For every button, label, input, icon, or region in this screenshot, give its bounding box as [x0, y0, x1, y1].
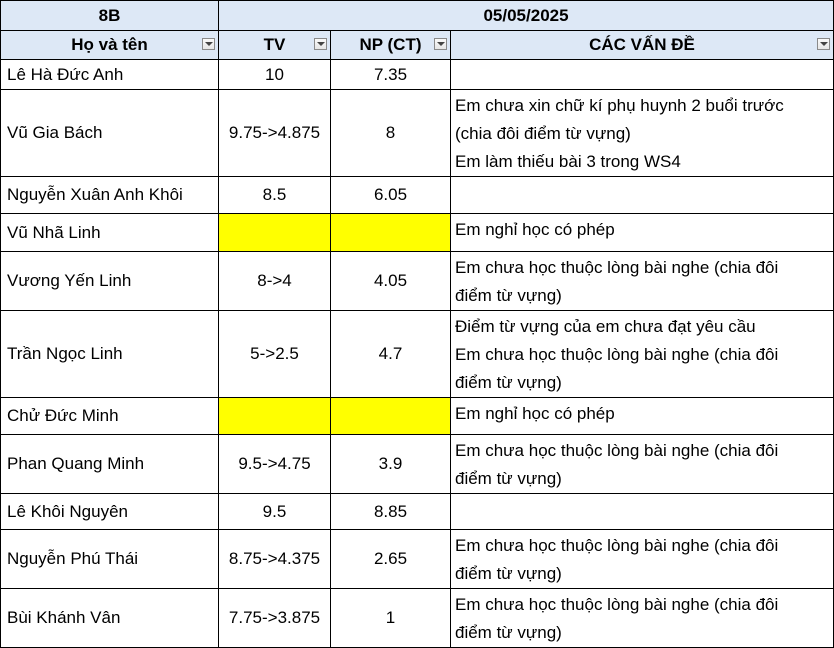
table-row [1, 214, 834, 252]
student-name-cell[interactable]: Lê Hà Đức Anh [1, 60, 219, 90]
tv-score-cell[interactable]: 9.75->4.875 [219, 90, 331, 177]
issue-line: Em chưa học thuộc lòng bài nghe (chia đôi [455, 258, 779, 277]
tv-score-cell[interactable]: 9.5->4.75 [219, 435, 331, 494]
filter-dropdown-icon[interactable] [314, 38, 327, 50]
np-score-cell[interactable]: 7.35 [331, 60, 451, 90]
column-header-label: NP (CT) [359, 35, 422, 54]
issue-line: điểm từ vựng) [455, 286, 562, 305]
issue-line: Em chưa học thuộc lòng bài nghe (chia đôi [455, 345, 779, 364]
issue-line: Điểm từ vựng của em chưa đạt yêu cầu [455, 317, 756, 336]
np-score-cell[interactable]: 2.65 [331, 530, 451, 589]
table-row [1, 494, 834, 530]
issue-line: Em nghỉ học có phép [455, 220, 615, 239]
filter-dropdown-icon[interactable] [202, 38, 215, 50]
tv-score-cell[interactable]: 8.5 [219, 177, 331, 214]
table-row [1, 311, 834, 398]
student-name-cell[interactable]: Vũ Gia Bách [1, 90, 219, 177]
issues-cell[interactable] [451, 398, 834, 435]
tv-score-cell[interactable]: 9.5 [219, 494, 331, 530]
np-score-cell[interactable]: 4.05 [331, 252, 451, 311]
tv-score-cell[interactable] [219, 214, 331, 252]
issues-cell[interactable] [451, 435, 834, 494]
tv-score-cell[interactable]: 7.75->3.875 [219, 589, 331, 648]
issues-cell[interactable] [451, 90, 834, 177]
student-name-cell[interactable]: Phan Quang Minh [1, 435, 219, 494]
column-header-name[interactable] [1, 31, 219, 60]
np-score-cell[interactable]: 4.7 [331, 311, 451, 398]
student-name-cell[interactable]: Bùi Khánh Vân [1, 589, 219, 648]
column-header-label: CÁC VẤN ĐỀ [589, 35, 695, 54]
np-score-cell[interactable]: 8 [331, 90, 451, 177]
issues-cell[interactable] [451, 311, 834, 398]
table-row [1, 435, 834, 494]
column-header-issues[interactable] [451, 31, 834, 60]
issues-cell[interactable] [451, 60, 834, 90]
issues-cell[interactable] [451, 530, 834, 589]
table-row [1, 177, 834, 214]
np-score-cell[interactable]: 3.9 [331, 435, 451, 494]
title-row [1, 1, 834, 31]
column-header-np[interactable] [331, 31, 451, 60]
student-name-cell[interactable]: Trần Ngọc Linh [1, 311, 219, 398]
column-header-label: TV [263, 35, 286, 54]
tv-score-cell[interactable]: 8.75->4.375 [219, 530, 331, 589]
column-header-label: Họ và tên [71, 35, 148, 54]
student-name-cell[interactable]: Vương Yến Linh [1, 252, 219, 311]
student-name-cell[interactable]: Lê Khôi Nguyên [1, 494, 219, 530]
issues-cell[interactable] [451, 252, 834, 311]
table-row [1, 90, 834, 177]
table-row [1, 60, 834, 90]
table-row [1, 589, 834, 648]
student-rows [1, 60, 834, 648]
issues-cell[interactable] [451, 177, 834, 214]
filter-dropdown-icon[interactable] [434, 38, 447, 50]
issue-line: điểm từ vựng) [455, 469, 562, 488]
np-score-cell[interactable] [331, 214, 451, 252]
issue-line: điểm từ vựng) [455, 623, 562, 642]
table-row [1, 530, 834, 589]
student-name-cell[interactable]: Chử Đức Minh [1, 398, 219, 435]
tv-score-cell[interactable] [219, 398, 331, 435]
date-cell[interactable]: 05/05/2025 [219, 1, 834, 31]
class-label-cell[interactable]: 8B [1, 1, 219, 31]
column-header-tv[interactable] [219, 31, 331, 60]
np-score-cell[interactable] [331, 398, 451, 435]
issues-cell[interactable] [451, 214, 834, 252]
table-row [1, 398, 834, 435]
issue-line: Em chưa xin chữ kí phụ huynh 2 buổi trước [455, 96, 784, 115]
issue-line: Em làm thiếu bài 3 trong WS4 [455, 152, 681, 171]
issue-line: Em nghỉ học có phép [455, 404, 615, 423]
tv-score-cell[interactable]: 10 [219, 60, 331, 90]
student-name-cell[interactable]: Nguyễn Xuân Anh Khôi [1, 177, 219, 214]
student-name-cell[interactable]: Vũ Nhã Linh [1, 214, 219, 252]
np-score-cell[interactable]: 1 [331, 589, 451, 648]
table-row [1, 252, 834, 311]
np-score-cell[interactable]: 8.85 [331, 494, 451, 530]
issues-cell[interactable] [451, 589, 834, 648]
tv-score-cell[interactable]: 8->4 [219, 252, 331, 311]
issue-line: (chia đôi điểm từ vựng) [455, 124, 631, 143]
issue-line: điểm từ vựng) [455, 373, 562, 392]
issue-line: Em chưa học thuộc lòng bài nghe (chia đôi [455, 441, 779, 460]
issue-line: Em chưa học thuộc lòng bài nghe (chia đôi [455, 595, 779, 614]
issue-line: điểm từ vựng) [455, 564, 562, 583]
column-header-row [1, 31, 834, 60]
student-name-cell[interactable]: Nguyễn Phú Thái [1, 530, 219, 589]
issue-line: Em chưa học thuộc lòng bài nghe (chia đôi [455, 536, 779, 555]
issues-cell[interactable] [451, 494, 834, 530]
tv-score-cell[interactable]: 5->2.5 [219, 311, 331, 398]
np-score-cell[interactable]: 6.05 [331, 177, 451, 214]
filter-dropdown-icon[interactable] [817, 38, 830, 50]
